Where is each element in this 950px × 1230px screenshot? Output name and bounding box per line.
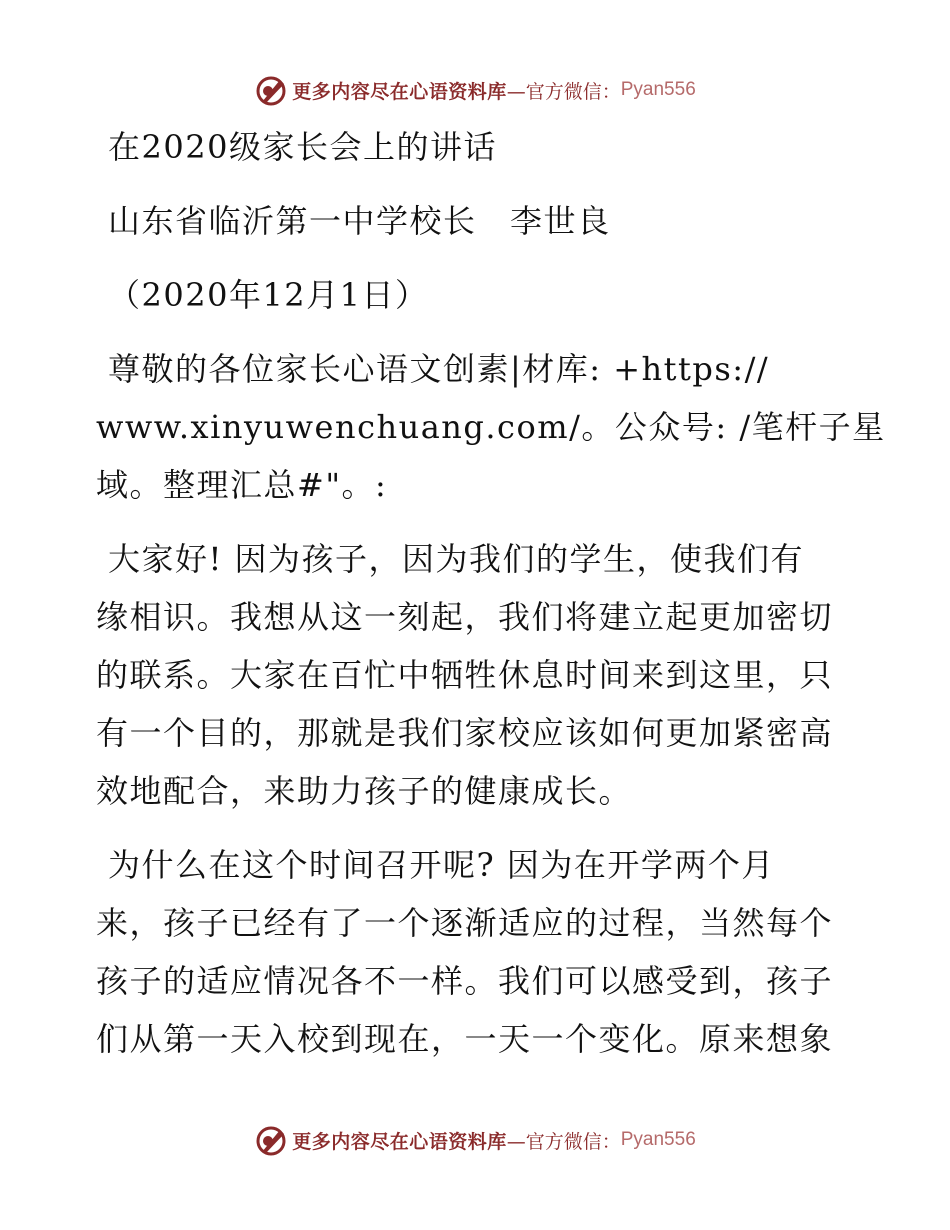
banner-separator: —官方微信： <box>506 80 621 103</box>
text-line: 孩子的适应情况各不一样。我们可以感受到，孩子 <box>96 962 834 1000</box>
paragraph-2 <box>96 836 856 1068</box>
text-line: 大家好! 因为孩子，因为我们的学生，使我们有 <box>108 540 805 578</box>
banner-wechat-id: Pyan556 <box>620 1129 696 1150</box>
text-line: 效地配合，来助力孩子的健康成长。 <box>96 772 633 810</box>
paragraph-1 <box>96 530 856 820</box>
banner-separator: —官方微信： <box>506 1130 621 1153</box>
document-date: （2020年12月1日） <box>108 276 429 314</box>
document-body <box>96 118 886 1068</box>
banner-text: 更多内容尽在心语资料库 <box>292 1130 507 1153</box>
text-line: www.xinyuwenchuang.com/。公众号: /笔杆子星 <box>96 408 886 446</box>
text-line: 来，孩子已经有了一个逐渐适应的过程，当然每个 <box>96 904 834 942</box>
salutation <box>96 340 886 514</box>
text-line: 域。整理汇总#"。: <box>96 466 388 504</box>
header-banner <box>0 70 950 110</box>
document-author: 山东省临沂第一中学校长 李世良 <box>108 202 611 240</box>
banner-text: 更多内容尽在心语资料库 <box>292 80 507 103</box>
text-line: 为什么在这个时间召开呢? 因为在开学两个月 <box>108 846 775 884</box>
banner-wechat-id: Pyan556 <box>620 79 696 100</box>
text-line: 尊敬的各位家长心语文创素|材库: +https:// <box>108 350 770 388</box>
footer-banner <box>0 1120 950 1160</box>
document-title: 在2020级家长会上的讲话 <box>108 128 497 166</box>
quill-logo-icon <box>254 1122 290 1158</box>
quill-logo-icon <box>254 72 290 108</box>
text-line: 们从第一天入校到现在，一天一个变化。原来想象 <box>96 1020 834 1058</box>
text-line: 的联系。大家在百忙中牺牲休息时间来到这里，只 <box>96 656 834 694</box>
text-line: 有一个目的，那就是我们家校应该如何更加紧密高 <box>96 714 834 752</box>
text-line: 缘相识。我想从这一刻起，我们将建立起更加密切 <box>96 598 834 636</box>
